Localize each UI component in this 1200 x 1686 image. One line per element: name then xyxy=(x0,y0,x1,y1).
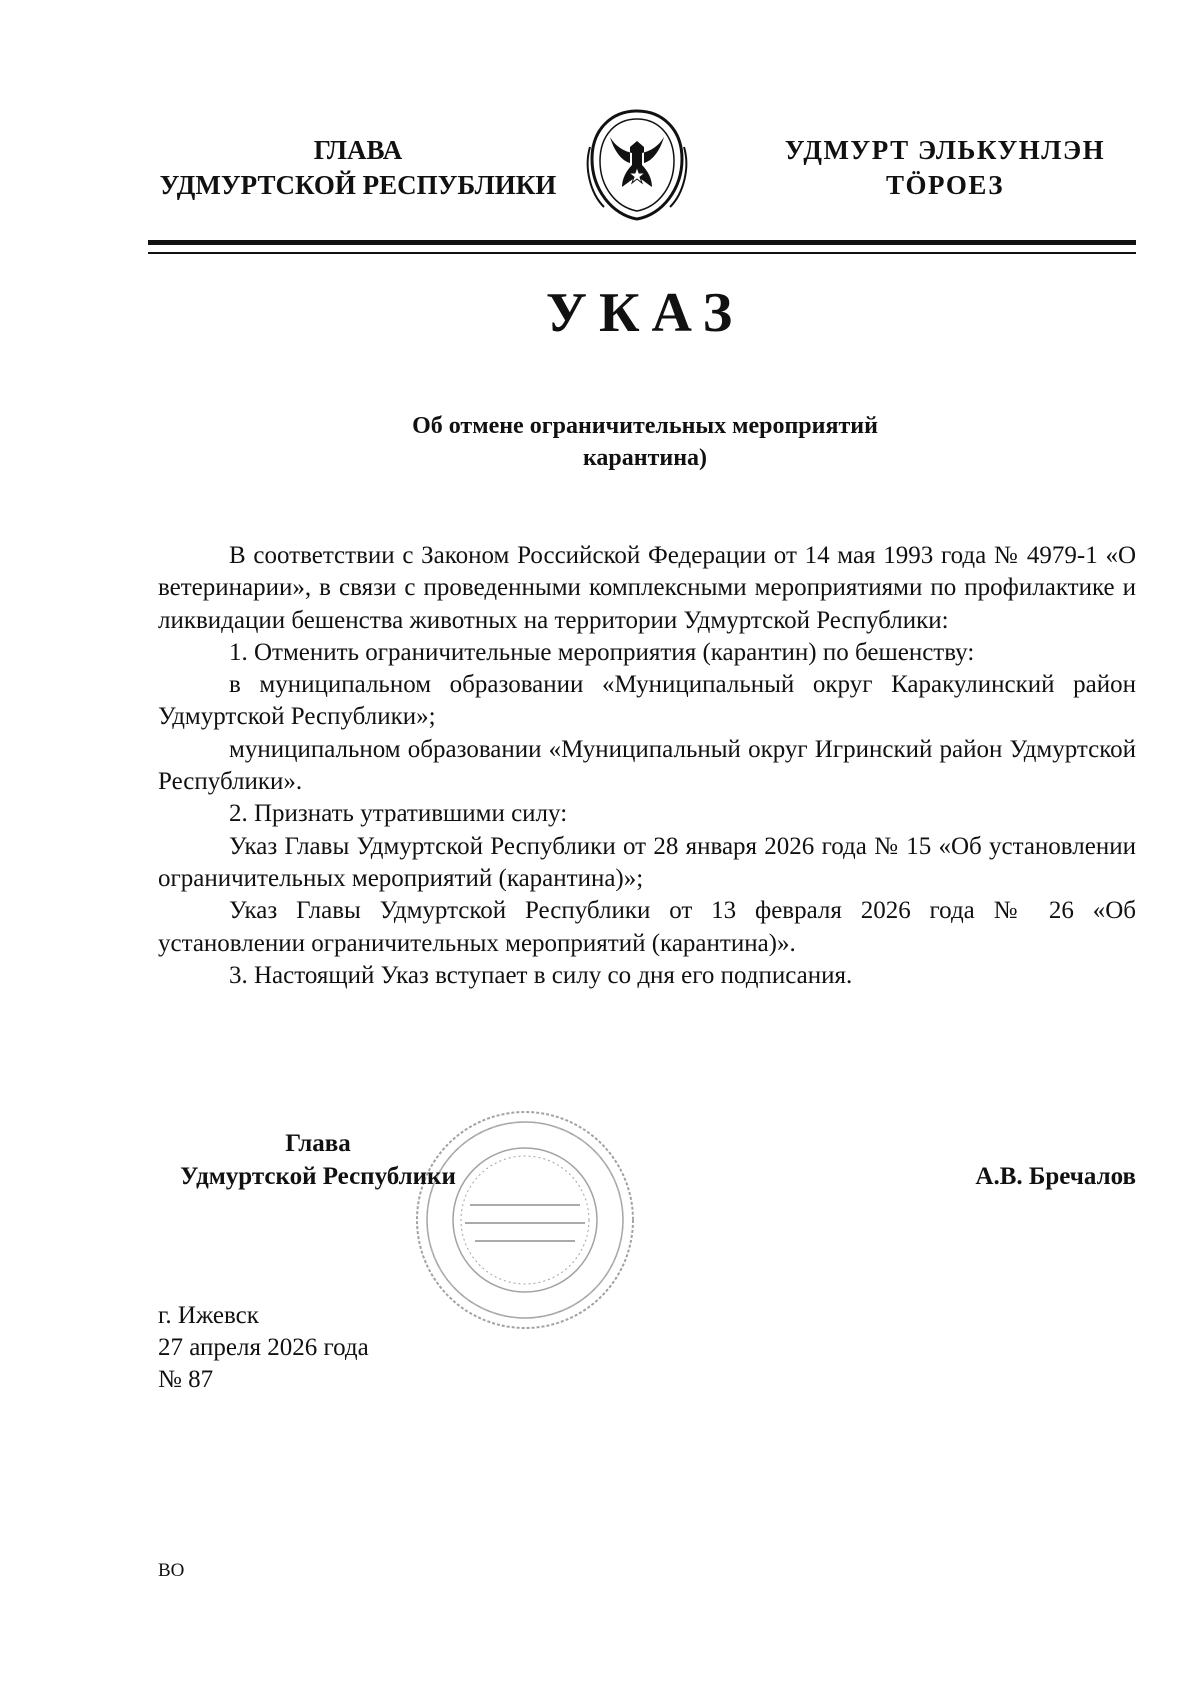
header-right-line1: УДМУРТ ЭЛЬКУНЛЭН xyxy=(784,135,1106,165)
document-subject xyxy=(0,410,1200,474)
body-paragraph-decree15: Указ Главы Удмуртской Республики от 28 января 2026 года № 15 «Об установлении ограничительных мероприятий (карантина)»; xyxy=(158,832,1136,892)
body-paragraph-igrinsky: муниципальном образовании «Муниципальный округ Игринский район Удмуртской Республики». xyxy=(158,735,1136,796)
document-date: 27 апреля 2026 года xyxy=(158,1334,369,1361)
document-body xyxy=(158,540,1136,992)
body-paragraph-item1: 1. Отменить ограничительные мероприятия (карантин) по бешенству: xyxy=(229,638,975,666)
body-paragraph-item2: 2. Признать утратившими силу: xyxy=(229,800,568,828)
executor-initials: ВО xyxy=(158,1560,185,1581)
signature-title xyxy=(148,1127,488,1193)
place-city: г. Ижевск xyxy=(158,1302,259,1329)
signature-title-line1: Глава xyxy=(285,1130,351,1157)
header-rule-thin xyxy=(148,252,1136,254)
header-left xyxy=(148,133,568,203)
body-paragraph-preamble: В соответствии с Законом Российской Федерации от 14 мая 1993 года № 4979-1 «О ветеринарии», в связи с проведенными комплексными мероприятиями по профилактике и ликвидации бешенства животных на территории Удмуртской Республики: xyxy=(158,542,1136,634)
header-left-line2: УДМУРТСКОЙ РЕСПУБЛИКИ xyxy=(159,170,557,200)
subject-line1: Об отмене ограничительных мероприятий xyxy=(412,413,878,439)
body-paragraph-decree26: Указ Главы Удмуртской Республики от 13 февраля 2026 года № 26 «Об установлении ограничительных мероприятий (карантина)». xyxy=(158,897,1136,957)
document-number: № 87 xyxy=(158,1366,214,1393)
header-right xyxy=(755,133,1135,203)
signatory-name: А.В. Бречалов xyxy=(975,1163,1136,1190)
signature-title-line2: Удмуртской Республики xyxy=(180,1163,456,1190)
header-right-line2: ТÖРОЕЗ xyxy=(886,170,1004,200)
subject-line2: карантина) xyxy=(582,445,708,471)
place-date-block xyxy=(158,1300,369,1396)
document-type-title: УКАЗ xyxy=(545,282,745,344)
coat-of-arms-icon xyxy=(582,107,692,223)
body-paragraph-item3: 3. Настоящий Указ вступает в силу со дня его подписания. xyxy=(229,961,853,989)
header-left-line1: ГЛАВА xyxy=(313,135,403,165)
body-paragraph-karakulinsky: в муниципальном образовании «Муниципальный округ Каракулинский район Удмуртской Республики»; xyxy=(158,671,1136,731)
header-rule-thick xyxy=(148,240,1136,245)
